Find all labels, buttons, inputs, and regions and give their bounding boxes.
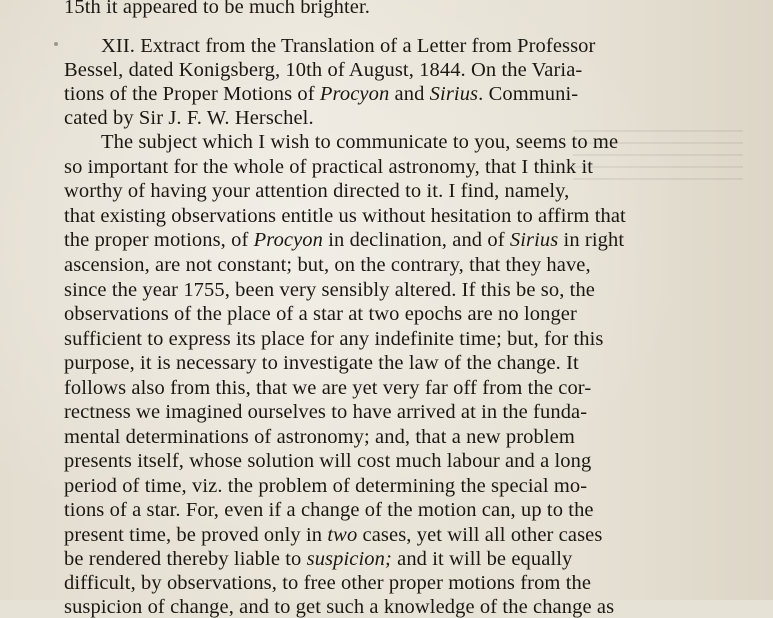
body-text: present time, be proved only in (64, 524, 328, 546)
body-line-15: period of time, viz. the problem of determining the special mo- (64, 475, 588, 497)
body-line-13: mental determinations of astronomy; and, that a new problem (64, 426, 575, 448)
body-line-7: since the year 1755, been very sensibly altered. If this be so, the (64, 279, 595, 301)
body-line-20: suspicion of change, and to get such a knowledge of the change as (64, 596, 615, 618)
body-italic-procyon: Procyon (253, 229, 324, 251)
body-italic-two: two (327, 524, 358, 546)
heading-text: . Communi- (478, 83, 579, 105)
body-line-19: difficult, by observations, to free other proper motions from the (64, 572, 592, 594)
body-text: and it will be equally (391, 548, 573, 570)
body-line-17 (64, 525, 602, 546)
body-line-14: presents itself, whose solution will cost much labour and a long (64, 450, 592, 472)
body-text: cases, yet will all other cases (357, 524, 603, 546)
heading-text: tions of the Proper Motions of (64, 83, 320, 105)
body-line-2: so important for the whole of practical astronomy, that I think it (64, 156, 594, 178)
body-line-10: purpose, it is necessary to investigate the law of the change. It (64, 352, 579, 374)
body-line-12: rectness we imagined ourselves to have arrived at in the funda- (64, 401, 588, 423)
heading-line-3 (64, 84, 578, 105)
body-line-4: that existing observations entitle us without hesitation to affirm that (64, 205, 626, 227)
body-line-8: observations of the place of a star at two epochs are no longer (64, 303, 577, 325)
body-italic-sirius: Sirius (509, 229, 559, 251)
body-line-6: ascension, are not constant; but, on the contrary, that they have, (64, 254, 591, 276)
body-italic-suspicion: suspicion; (306, 548, 392, 570)
body-text: in right (558, 229, 625, 251)
body-line-16: tions of a star. For, even if a change of the motion can, up to the (64, 499, 594, 521)
heading-line-4: cated by Sir J. F. W. Herschel. (64, 107, 314, 129)
body-line-1: The subject which I wish to communicate to you, seems to me (101, 131, 619, 153)
body-text: the proper motions, of (64, 229, 254, 251)
heading-line-2: Bessel, dated Konigsberg, 10th of August, 1844. On the Varia- (64, 59, 583, 81)
heading-italic-sirius: Sirius (429, 83, 479, 105)
body-text: be rendered thereby liable to (64, 548, 307, 570)
body-line-5 (64, 230, 624, 251)
body-text: in declination, and of (323, 229, 510, 251)
body-line-11: follows also from this, that we are yet very far off from the cor- (64, 377, 592, 399)
previous-text-line: 15th it appeared to be much brighter. (64, 0, 370, 18)
heading-text: and (389, 83, 430, 105)
margin-mark (54, 42, 58, 46)
body-line-3: worthy of having your attention directed to it. I find, namely, (64, 180, 570, 202)
body-line-9: sufficient to express its place for any indefinite time; but, for this (64, 328, 604, 350)
heading-italic-procyon: Procyon (319, 83, 390, 105)
body-line-18 (64, 549, 572, 570)
heading-line-1: XII. Extract from the Translation of a Letter from Professor (101, 35, 596, 57)
